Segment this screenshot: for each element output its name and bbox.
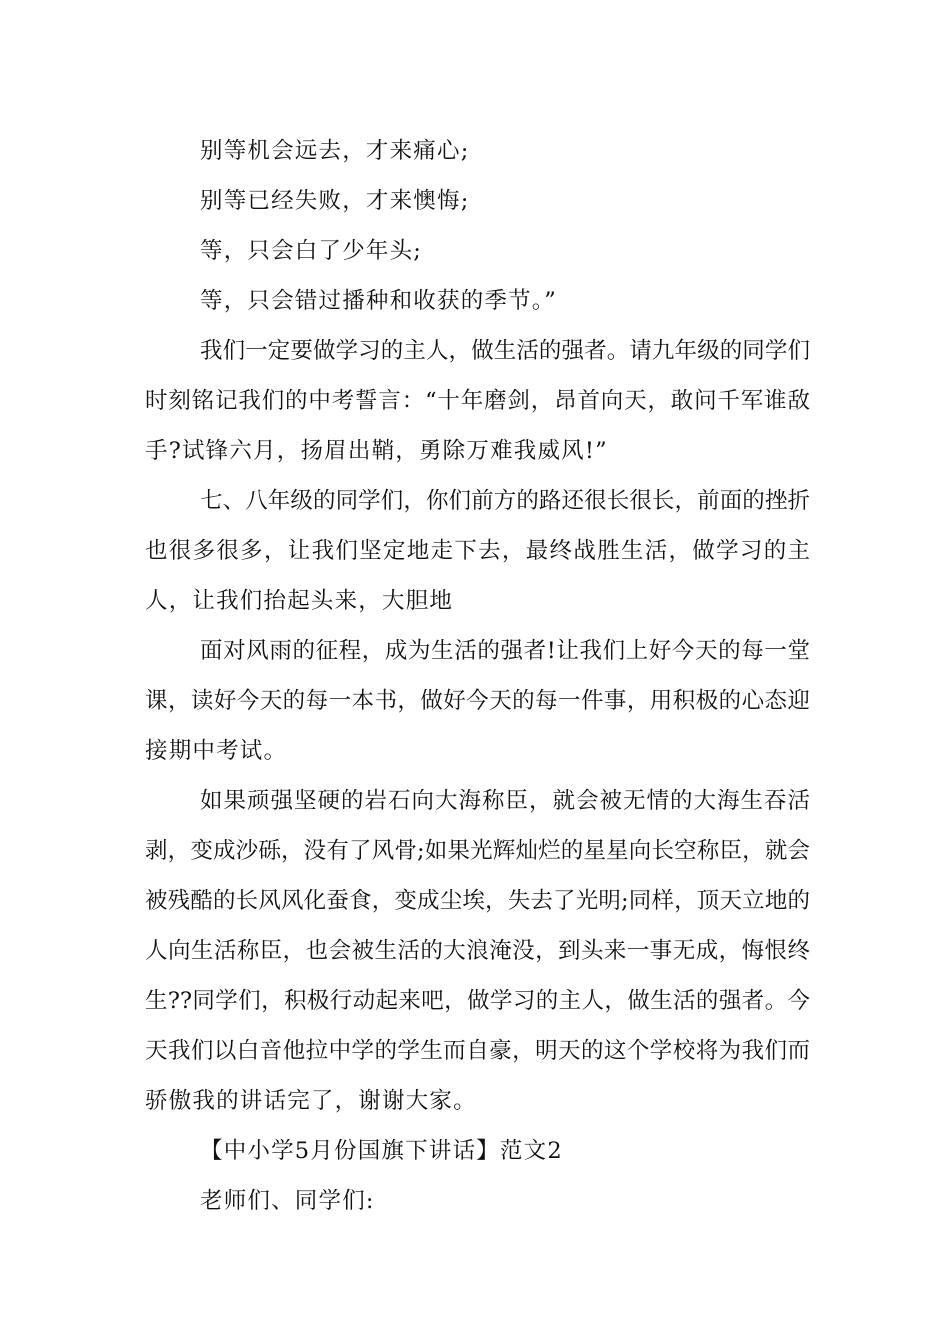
text-line: 天我们以白音他拉中学的学生而自豪，明天的这个学校将为我们而: [145, 1038, 810, 1064]
text-line: 也很多很多，让我们坚定地走下去，最终战胜生活，做学习的主: [145, 538, 810, 564]
text-line: 剥，变成沙砾，没有了风骨;如果光辉灿烂的星星向长空称臣，就会: [145, 838, 810, 864]
text-line: 骄傲我的讲话完了，谢谢大家。: [145, 1088, 477, 1114]
text-line: 手?试锋六月，扬眉出鞘，勇除万难我威风!”: [145, 438, 608, 464]
text-line: 时刻铭记我们的中考誓言：“十年磨剑，昂首向天，敢问千军谁敌: [145, 388, 810, 414]
section-heading: 【中小学5月份国旗下讲话】范文2: [200, 1138, 563, 1164]
text-line: 人向生活称臣，也会被生活的大浪淹没，到头来一事无成，悔恨终: [145, 938, 810, 964]
salutation: 老师们、同学们:: [200, 1188, 375, 1214]
text-line: 被残酷的长风风化蚕食，变成尘埃，失去了光明;同样，顶天立地的: [145, 888, 810, 914]
text-line: 等，只会错过播种和收获的季节。”: [200, 288, 557, 314]
text-line: 面对风雨的征程，成为生活的强者!让我们上好今天的每一堂: [200, 638, 810, 664]
text-line: 生??同学们，积极行动起来吧，做学习的主人，做生活的强者。今: [145, 988, 810, 1014]
text-line: 如果顽强坚硬的岩石向大海称臣，就会被无情的大海生吞活: [200, 788, 810, 814]
text-line: 等，只会白了少年头;: [200, 238, 423, 264]
text-line: 别等机会远去，才来痛心;: [200, 138, 470, 164]
text-line: 接期中考试。: [145, 738, 288, 764]
text-line: 课，读好今天的每一本书，做好今天的每一件事，用积极的心态迎: [145, 688, 810, 714]
text-line: 人，让我们抬起头来，大胆地: [145, 588, 454, 614]
text-line: 别等已经失败，才来懊悔;: [200, 188, 470, 214]
text-line: 我们一定要做学习的主人，做生活的强者。请九年级的同学们: [200, 338, 810, 364]
text-line: 七、八年级的同学们，你们前方的路还很长很长，前面的挫折: [200, 488, 810, 514]
